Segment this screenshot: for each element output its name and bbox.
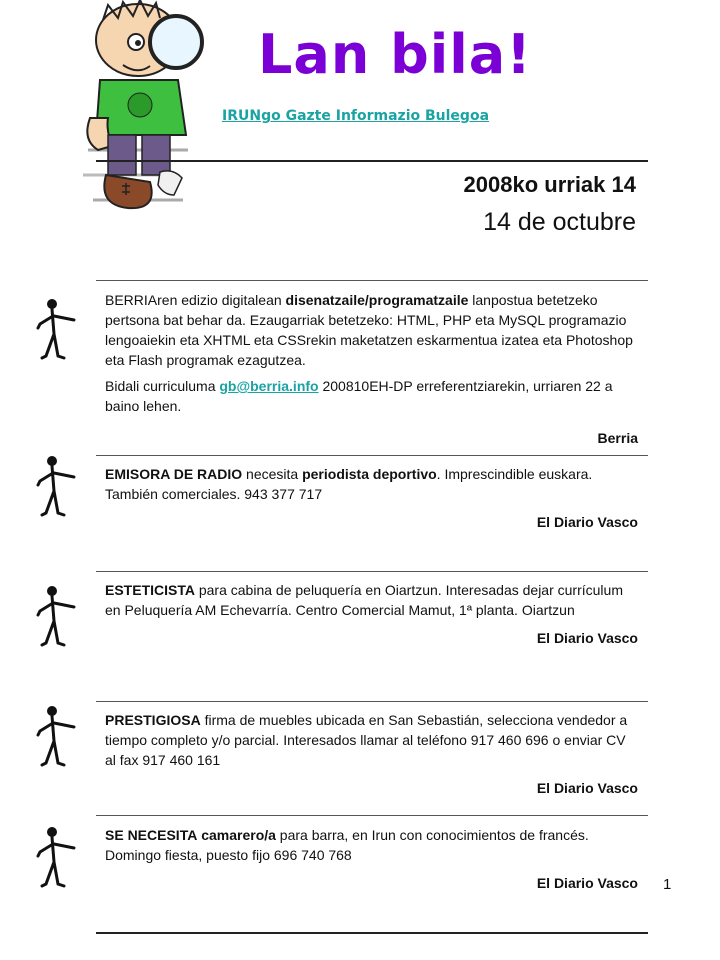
listing-text: para cabina de peluquería en Oiartzun. Interesadas dejar currículum en Peluquería AM Echevarría. Centro Comercial Mamut, 1ª planta. Oiartzun — [105, 582, 623, 618]
listing-item — [105, 825, 638, 893]
listing-source: El Diario Vasco — [536, 514, 638, 530]
listing-source: Berria — [597, 430, 638, 446]
listing-divider — [96, 280, 648, 281]
date-basque: 2008ko urriak 14 — [463, 172, 636, 197]
listing-item — [105, 290, 638, 448]
listing-text: necesita — [242, 466, 303, 482]
listing-lead: ESTETICISTA — [105, 582, 195, 598]
listing-source: El Diario Vasco — [536, 630, 638, 646]
listing-lead: EMISORA DE RADIO — [105, 466, 243, 482]
stick-figure-pointing-icon — [30, 585, 80, 649]
listing-item — [105, 580, 638, 648]
listing-job-title: periodista deportivo — [302, 466, 437, 482]
listing-text: Bidali curriculuma — [105, 378, 220, 394]
stick-figure-pointing-icon — [30, 826, 80, 890]
email-link[interactable]: gb@berria.info — [219, 378, 319, 394]
listing-divider — [96, 571, 648, 572]
page-number: 1 — [663, 876, 672, 893]
listing-lead: PRESTIGIOSA — [105, 712, 201, 728]
listing-source: El Diario Vasco — [536, 780, 638, 796]
listing-job-title: disenatzaile/programatzaile — [285, 292, 469, 308]
date-spanish: 14 de octubre — [483, 208, 636, 236]
listing-job-title: camarero/a — [201, 827, 276, 843]
listing-item — [105, 710, 638, 798]
page-title: Lan bila! — [258, 23, 532, 86]
listing-text: para barra, en Irun con conocimientos de francés. Domingo fiesta, puesto fijo 696 740 768 — [105, 827, 589, 863]
listing-divider — [96, 701, 648, 702]
stick-figure-pointing-icon — [30, 705, 80, 769]
stick-figure-pointing-icon — [30, 455, 80, 519]
listing-text: . Imprescindible euskara. También comerciales. 943 377 717 — [105, 466, 593, 502]
listing-lead: SE NECESITA — [105, 827, 198, 843]
header-divider — [96, 160, 648, 162]
listing-divider — [96, 455, 648, 456]
listing-text: 200810EH-DP erreferentziarekin, urriaren 22 a baino lehen. — [105, 378, 613, 414]
listing-text: firma de muebles ubicada en San Sebastián, selecciona vendedor a tiempo completo y/o parcial. Interesados llamar al teléfono 917 460 696 o enviar CV al fax 917 460 161 — [105, 712, 628, 768]
listing-text: BERRIAren edizio digitalean — [105, 292, 286, 308]
organization-link[interactable]: IRUNgo Gazte Informazio Bulegoa — [222, 108, 490, 124]
listing-text: lanpostua betetzeko pertsona bat behar da. Ezaugarriak betetzeko: HTML, PHP eta MySQL programazio lengoaiekin eta XHTML eta CSSrekin maketatzen eskarmentua izatea eta Photoshop eta Flash programak ezagutzea. — [105, 292, 633, 368]
mascot-magnifier-illustration — [78, 0, 208, 215]
stick-figure-pointing-icon — [30, 298, 80, 362]
listing-source: El Diario Vasco — [536, 875, 638, 891]
listing-item — [105, 464, 638, 532]
listing-divider — [96, 815, 648, 816]
footer-divider — [96, 932, 648, 934]
